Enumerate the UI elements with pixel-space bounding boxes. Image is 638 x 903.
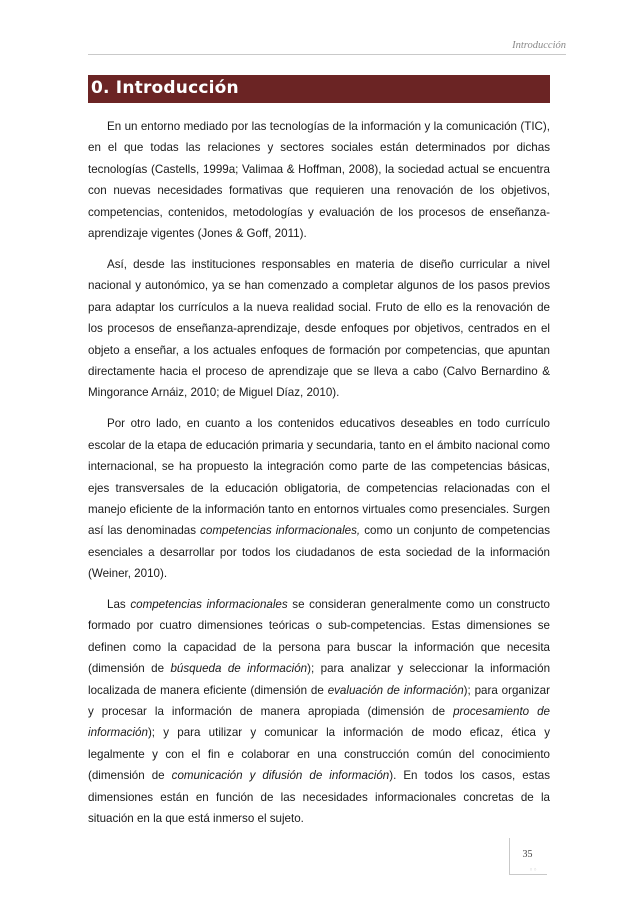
- paragraph: [88, 413, 550, 584]
- text-segment: En un entorno mediado por las tecnologías de la información y la comunicación (TIC), en el que todas las relaciones y sectores sociales están determinados por dichas tecnologías (Castells, 1999a; Valimaa & Hoffman, 2008), la sociedad actual se encuentra con nuevas necesidades formativas que requieren una renovación de los objetivos, competencias, contenidos, metodologías y evaluación de los procesos de enseñanza-aprendizaje vigentes (Jones & Goff, 2011).: [88, 120, 550, 241]
- text-segment: ); y para utilizar y comunicar la información de modo eficaz, ética y legalmente y con el fin e colaborar en una construcción común del conocimiento (dimensión de: [88, 726, 550, 783]
- italic-term: evaluación de información: [327, 683, 464, 697]
- text-segment: Así, desde las instituciones responsables en materia de diseño curricular a nivel nacional y autonómico, ya se han comenzado a completar algunos de los pasos previos para adaptar los currículos a la nueva realidad social. Fruto de ello es la renovación de los procesos de enseñanza-aprendizaje, desde enfoques por objetivos, centrados en el objeto a enseñar, a los actuales enfoques de formación por competencias, que apuntan directamente hacia el proceso de aprendizaje que se lleva a cabo (Calvo Bernardino & Mingorance Arnáiz, 2010; de Miguel Díaz, 2010).: [88, 257, 550, 400]
- italic-term: procesamiento de información: [88, 705, 550, 740]
- corner-mark-icon: ◦◦: [529, 866, 538, 874]
- text-segment: Las: [107, 598, 131, 612]
- text-segment: ). En todos los casos, estas dimensiones están en función de las necesidades informacionales concretas de la situación en la que está inmerso el sujeto.: [88, 769, 550, 826]
- paragraph: [88, 254, 550, 404]
- italic-term: búsqueda de información: [170, 662, 308, 676]
- text-segment: como un conjunto de competencias esenciales a desarrollar por todos los ciudadanos de esta sociedad de la información (Weiner, 2010).: [88, 524, 550, 581]
- section-title-bar: [88, 75, 550, 103]
- text-segment: se consideran generalmente como un constructo formado por cuatro dimensiones teóricas o sub-competencias. Estas dimensiones se definen como la capacidad de la persona para buscar la información que necesita (dimensión de: [88, 598, 551, 676]
- italic-term: comunicación y difusión de información: [171, 769, 390, 783]
- running-header: Introducción: [512, 40, 566, 51]
- header-divider: [88, 54, 566, 55]
- italic-term: competencias informacionales: [130, 598, 288, 612]
- text-segment: ); para organizar y procesar la información de manera apropiada (dimensión de: [88, 683, 550, 719]
- paragraph: [88, 594, 550, 829]
- body-text: [88, 116, 550, 839]
- paragraph: [88, 116, 550, 244]
- text-segment: Por otro lado, en cuanto a los contenidos educativos deseables en todo currículo escolar de la etapa de educación primaria y secundaria, tanto en el ámbito nacional como internacional, se ha propuesto la integración como parte de las competencias básicas, ejes transversales de la educación obligatoria, de competencias relacionadas con el manejo eficiente de la información tanto en entornos virtuales como presenciales. Surgen así las denominadas: [88, 417, 550, 538]
- text-segment: ); para analizar y seleccionar la información localizada de manera eficiente (dimensión de: [88, 662, 551, 697]
- section-title: 0. Introducción: [91, 78, 239, 98]
- page-number: 35: [522, 849, 533, 860]
- italic-term: competencias informacionales,: [200, 524, 361, 538]
